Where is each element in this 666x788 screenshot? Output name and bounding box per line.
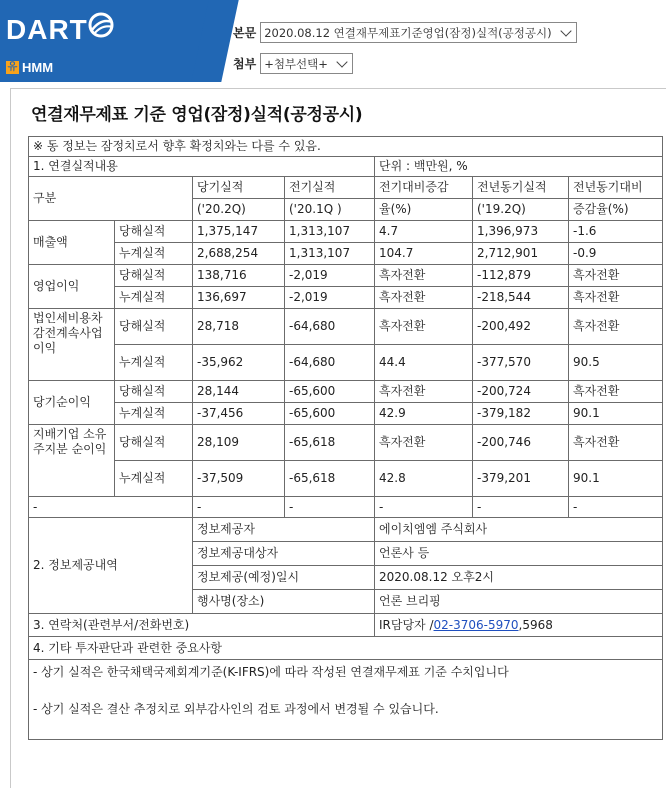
attachment-label: 첨부 (233, 57, 257, 71)
table-cell: -64,680 (285, 309, 375, 345)
table-cell: - (375, 497, 473, 518)
sub-label: 누계실적 (115, 287, 193, 309)
page-title: 연결재무제표 기준 영업(잠정)실적(공정공시) (31, 105, 363, 125)
section3-title: 3. 연락처(관련부서/전화번호) (29, 614, 375, 637)
company-label: HMM (22, 60, 54, 75)
note-line-1: - 상기 실적은 한국채택국제회계기준(K-IFRS)에 따라 작성된 연결재무제표 기준 수치입니다 (33, 665, 509, 679)
info-label: 정보제공자 (193, 518, 375, 542)
company-name (6, 60, 53, 75)
col-subheader-prev-year: ('19.2Q) (473, 199, 569, 221)
financial-table (28, 136, 663, 740)
col-header-yoy-change: 전년동기대비 (569, 177, 663, 199)
table-cell: 42.9 (375, 403, 473, 425)
table-cell: 28,144 (193, 381, 285, 403)
info-value: 2020.08.12 오후2시 (375, 566, 663, 590)
chevron-down-icon (560, 25, 571, 36)
table-cell: 흑자전환 (569, 265, 663, 287)
table-row (29, 309, 663, 345)
notice-cell: ※ 동 정보는 잠정치로서 향후 확정치와는 다를 수 있음. (29, 137, 663, 157)
table-row (29, 345, 663, 381)
table-cell: -0.9 (569, 243, 663, 265)
table-cell: 104.7 (375, 243, 473, 265)
table-row (29, 265, 663, 287)
main-doc-label: 본문 (233, 26, 257, 40)
table-cell: - (29, 497, 193, 518)
info-value: 언론사 등 (375, 542, 663, 566)
info-value: 에이치엠엠 주식회사 (375, 518, 663, 542)
sub-label: 당해실적 (115, 265, 193, 287)
table-cell: 44.4 (375, 345, 473, 381)
col-subheader-prev-quarter: ('20.1Q ) (285, 199, 375, 221)
sub-label: 누계실적 (115, 461, 193, 497)
col-header-qoq-change: 전기대비증감 (375, 177, 473, 199)
table-cell: 90.5 (569, 345, 663, 381)
col-header-prev-quarter: 전기실적 (285, 177, 375, 199)
table-cell: -65,618 (285, 425, 375, 461)
table-cell: 138,716 (193, 265, 285, 287)
table-row (29, 243, 663, 265)
table-cell: -379,201 (473, 461, 569, 497)
row-label-pretax-income: 법인세비용차감전계속사업이익 (29, 309, 115, 381)
table-cell: 흑자전환 (569, 381, 663, 403)
contact-cell (375, 614, 663, 637)
sub-label: 누계실적 (115, 243, 193, 265)
chevron-down-icon (336, 56, 347, 67)
top-bar (0, 0, 666, 82)
table-cell: -1.6 (569, 221, 663, 243)
col-group-header: 구분 (29, 177, 193, 221)
table-cell: 90.1 (569, 461, 663, 497)
note-line-2: - 상기 실적은 결산 추정치로 외부감사인의 검토 과정에서 변경될 수 있습니다. (33, 702, 439, 716)
main-doc-select[interactable] (260, 22, 576, 43)
table-cell: -379,182 (473, 403, 569, 425)
table-cell: -200,492 (473, 309, 569, 345)
sub-label: 당해실적 (115, 309, 193, 345)
attachment-select-value: +첨부선택+ (264, 56, 328, 71)
phone-link[interactable]: 02-3706-5970 (433, 617, 519, 632)
main-doc-select-value: 2020.08.12 연결재무제표기준영업(잠정)실적(공정공시) (264, 25, 552, 40)
table-row (29, 287, 663, 309)
attachment-select[interactable] (260, 53, 353, 74)
table-row (29, 403, 663, 425)
table-cell: 136,697 (193, 287, 285, 309)
table-row (29, 637, 663, 660)
table-cell: -218,544 (473, 287, 569, 309)
table-cell: 2,712,901 (473, 243, 569, 265)
table-cell: 흑자전환 (569, 287, 663, 309)
dart-emblem-icon (86, 10, 116, 40)
table-cell: - (473, 497, 569, 518)
table-cell: -65,600 (285, 381, 375, 403)
table-cell: 흑자전환 (375, 381, 473, 403)
table-row (29, 614, 663, 637)
table-cell: 1,313,107 (285, 243, 375, 265)
col-subheader-current: ('20.2Q) (193, 199, 285, 221)
table-cell: -64,680 (285, 345, 375, 381)
row-label-operating-profit: 영업이익 (29, 265, 115, 309)
contact-suffix: ,5968 (518, 617, 553, 632)
contact-prefix: IR담당자 / (379, 617, 434, 632)
table-row (29, 425, 663, 461)
table-cell: -65,618 (285, 461, 375, 497)
col-header-prev-year: 전년동기실적 (473, 177, 569, 199)
table-cell: - (193, 497, 285, 518)
table-cell: 42.8 (375, 461, 473, 497)
table-cell: -2,019 (285, 287, 375, 309)
table-cell: -37,509 (193, 461, 285, 497)
table-cell: 흑자전환 (375, 425, 473, 461)
col-subheader-qoq-change: 율(%) (375, 199, 473, 221)
section4-title: 4. 기타 투자판단과 관련한 중요사항 (29, 637, 663, 660)
info-value: 언론 브리핑 (375, 590, 663, 614)
notes-cell (29, 660, 663, 740)
table-cell: -377,570 (473, 345, 569, 381)
table-row (29, 461, 663, 497)
table-cell: 흑자전환 (569, 425, 663, 461)
row-label-controlling-net-income: 지배기업 소유주지분 순이익 (29, 425, 115, 497)
table-cell: 1,313,107 (285, 221, 375, 243)
section2-title: 2. 정보제공내역 (29, 518, 193, 614)
table-cell: 1,396,973 (473, 221, 569, 243)
table-cell: -112,879 (473, 265, 569, 287)
row-label-net-income: 당기순이익 (29, 381, 115, 425)
unit-label: 단위 : 백만원, % (375, 157, 663, 177)
table-row (29, 660, 663, 740)
table-cell: -2,019 (285, 265, 375, 287)
table-cell: 흑자전환 (569, 309, 663, 345)
table-cell: 흑자전환 (375, 309, 473, 345)
table-row (29, 518, 663, 542)
sub-label: 당해실적 (115, 221, 193, 243)
main-doc-row (233, 22, 577, 43)
table-cell: -37,456 (193, 403, 285, 425)
table-cell: - (285, 497, 375, 518)
attachment-row (233, 53, 353, 74)
dart-logo[interactable]: DART (6, 14, 88, 45)
section1-title: 1. 연결실적내용 (29, 157, 375, 177)
table-cell: 1,375,147 (193, 221, 285, 243)
sub-label: 당해실적 (115, 381, 193, 403)
table-cell: 2,688,254 (193, 243, 285, 265)
table-cell: 28,718 (193, 309, 285, 345)
table-cell: -65,600 (285, 403, 375, 425)
table-row (29, 381, 663, 403)
table-cell: 흑자전환 (375, 265, 473, 287)
table-row (29, 221, 663, 243)
col-header-current: 당기실적 (193, 177, 285, 199)
table-cell: -200,746 (473, 425, 569, 461)
col-subheader-yoy-change: 증감율(%) (569, 199, 663, 221)
table-cell: 28,109 (193, 425, 285, 461)
row-label-revenue: 매출액 (29, 221, 115, 265)
table-cell: -200,724 (473, 381, 569, 403)
sub-label: 누계실적 (115, 403, 193, 425)
sub-label: 누계실적 (115, 345, 193, 381)
info-label: 정보제공대상자 (193, 542, 375, 566)
info-label: 정보제공(예정)일시 (193, 566, 375, 590)
info-label: 행사명(장소) (193, 590, 375, 614)
table-cell: 90.1 (569, 403, 663, 425)
table-row (29, 497, 663, 518)
sub-label: 당해실적 (115, 425, 193, 461)
table-cell: - (569, 497, 663, 518)
company-badge-icon: 유 (7, 62, 18, 73)
table-cell: 흑자전환 (375, 287, 473, 309)
table-cell: 4.7 (375, 221, 473, 243)
table-cell: -35,962 (193, 345, 285, 381)
